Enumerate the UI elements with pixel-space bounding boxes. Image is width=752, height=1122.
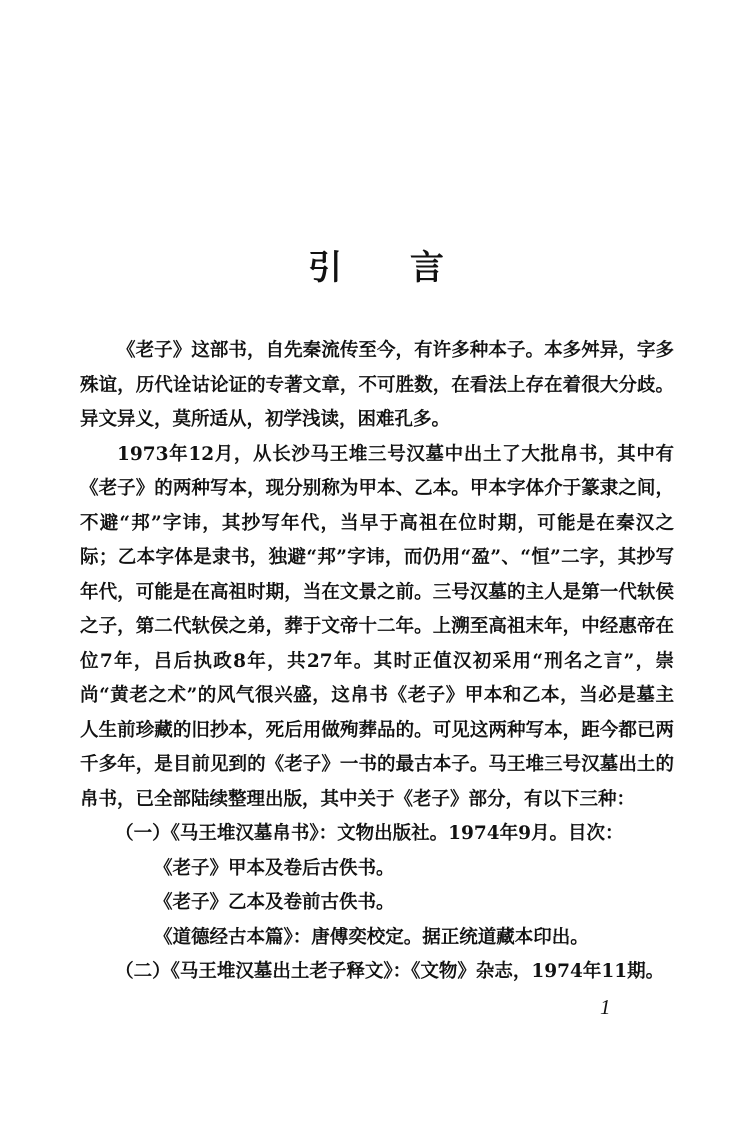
list-item: （一）《马王堆汉墓帛书》：文物出版社。1974年9月。目次：	[115, 823, 624, 844]
paragraph: 《老子》这部书，自先秦流传至今，有许多种本子。本多舛异，字多殊谊，历代诠诂论证的专著文章，不可胜数，在看法上存在着很大分歧。异文异义，莫所适从，初学浅读，困难孔多。	[80, 340, 674, 430]
chapter-title: 引 言	[308, 248, 472, 288]
list-item: 《老子》甲本及卷后古佚书。	[154, 857, 395, 879]
edition-list	[80, 817, 674, 990]
list-item: 《道德经古本篇》：唐傅奕校定。据正统道藏本印出。	[154, 926, 589, 948]
list-item: （二）《马王堆汉墓出土老子释文》：《文物》杂志，1974年11期。	[115, 961, 665, 982]
paragraph: 1973年12月，从长沙马王堆三号汉墓中出土了大批帛书，其中有《老子》的两种写本，现分别称为甲本、乙本。甲本字体介于篆隶之间，不避“邦”字讳，其抄写年代，当早于高祖在位时期，可能是在秦汉之际；乙本字体是隶书，独避“邦”字讳，而仍用“盈”、“恒”二字，其抄写年代，可能是在高祖时期，当在文景之前。三号汉墓的主人是第一代轪侯之子，第二代轪侯之弟，葬于文帝十二年。上溯至高祖末年，中经惠帝在位7年，吕后执政8年，共27年。其时正值汉初采用“刑名之言”，崇尚“黄老之术”的风气很兴盛，这帛书《老子》甲本和乙本，当必是墓主人生前珍藏的旧抄本，死后用做殉葬品的。可见这两种写本，距今都已两千多年，是目前见到的《老子》一书的最古本子。马王堆三号汉墓出土的帛书，已全部陆续整理出版，其中关于《老子》部分，有以下三种：	[80, 443, 674, 810]
list-item: 《老子》乙本及卷前古佚书。	[154, 892, 395, 913]
page-number: 1	[600, 995, 611, 1019]
body-text	[80, 334, 674, 990]
